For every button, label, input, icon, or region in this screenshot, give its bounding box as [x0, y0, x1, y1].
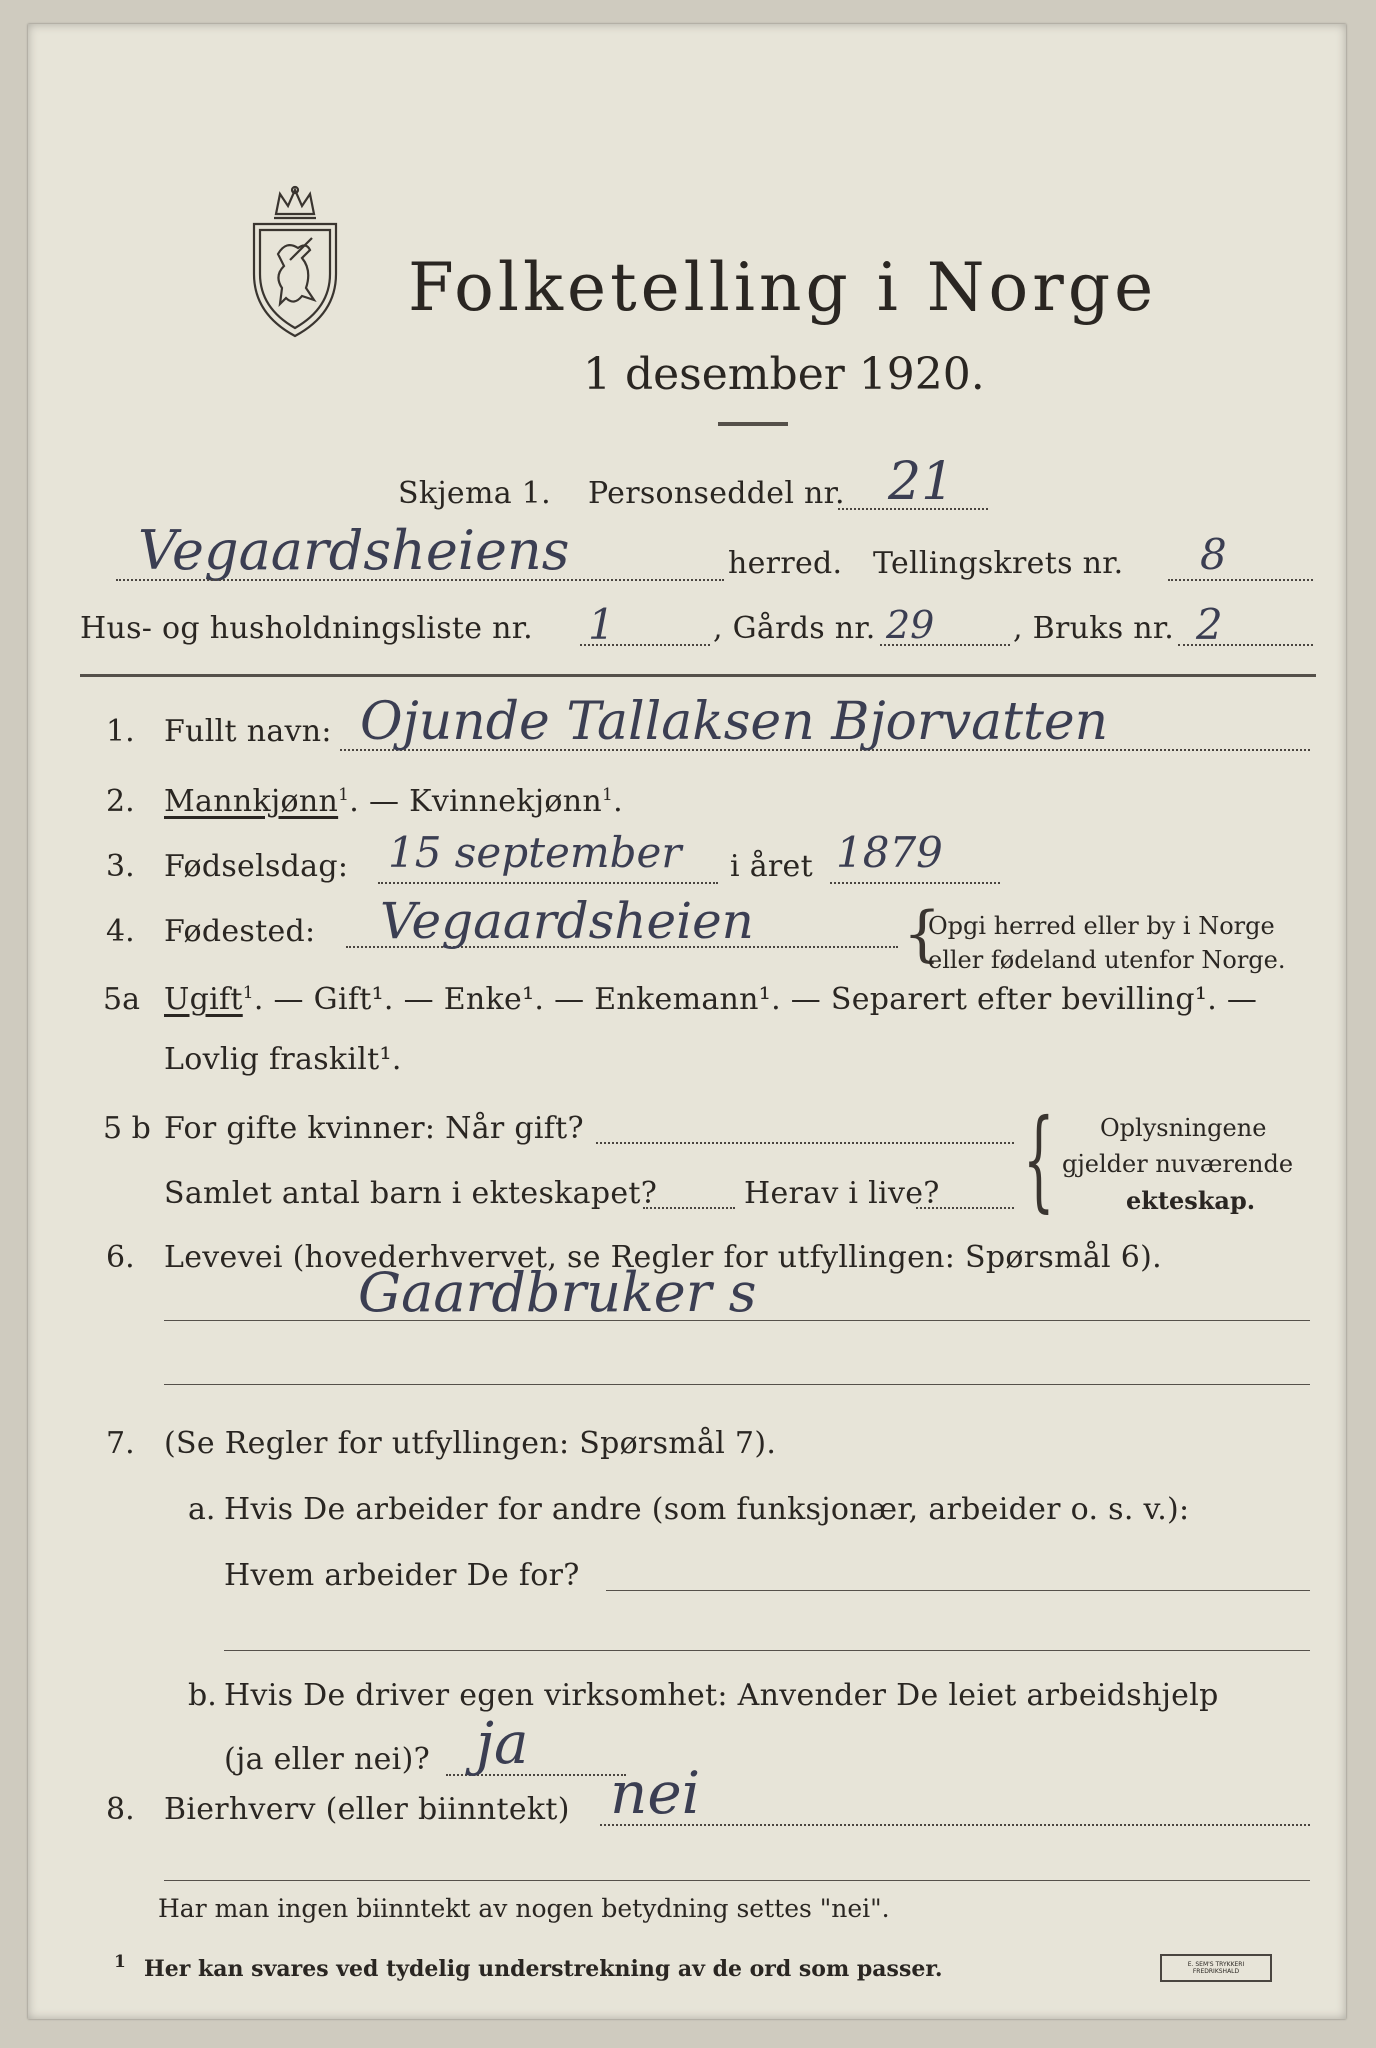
q3-label: Fødselsdag: — [164, 849, 349, 884]
q2-options — [164, 784, 623, 819]
q1-label: Fullt navn: — [164, 714, 332, 749]
q2-footnote-mark: 1 — [338, 785, 350, 805]
q6-line2 — [164, 1384, 1310, 1385]
q7a-answer-line2 — [224, 1650, 1310, 1651]
herred-line — [116, 579, 724, 581]
husliste-value[interactable]: 1 — [588, 600, 615, 649]
q5b-line2 — [643, 1207, 735, 1209]
q7a-number: a. — [188, 1492, 216, 1527]
q7b-number: b. — [188, 1678, 217, 1713]
q4-note-line1: Opgi herred eller by i Norge — [928, 912, 1275, 940]
q2-dot: . — [349, 784, 360, 819]
q5a-footnote-mark: 1 — [242, 983, 254, 1003]
birth-year-value[interactable]: 1879 — [836, 828, 943, 877]
personseddel-label: Personseddel nr. — [588, 476, 845, 511]
q2-number: 2. — [106, 784, 135, 819]
q4-label: Fødested: — [164, 914, 316, 949]
gards-value[interactable]: 29 — [886, 603, 935, 647]
herred-label: herred. — [728, 546, 843, 581]
q7b-line2: (ja eller nei)? — [224, 1742, 430, 1777]
printer-stamp-text: E. SEM'S TRYKKERI FREDRIKSHALD — [1187, 1960, 1245, 1975]
side-income-value[interactable]: nei — [610, 1759, 701, 1827]
q6-number: 6. — [106, 1240, 135, 1275]
q5b-label3: Herav i live? — [744, 1176, 940, 1211]
q3-year-line — [830, 882, 1000, 884]
q7a-line2: Hvem arbeider De for? — [224, 1558, 580, 1593]
q5b-line3 — [916, 1207, 1014, 1209]
occupation-value[interactable]: Gaardbruker s — [358, 1261, 757, 1324]
q3-day-line — [378, 882, 718, 884]
q2-separator: — — [368, 784, 400, 819]
tellingskrets-value[interactable]: 8 — [1200, 530, 1227, 579]
q5a-number: 5a — [103, 982, 140, 1017]
husliste-label: Hus- og husholdningsliste nr. — [80, 611, 533, 646]
tellingskrets-label: Tellingskrets nr. — [873, 546, 1124, 581]
q5b-label1: For gifte kvinner: Når gift? — [164, 1111, 584, 1146]
q5b-label2: Samlet antal barn i ekteskapet? — [164, 1176, 658, 1211]
schema-label: Skjema 1. — [398, 476, 551, 511]
q7b-line1: Hvis De driver egen virksomhet: Anvender De leiet arbeidshjelp — [224, 1678, 1219, 1713]
bruks-value[interactable]: 2 — [1196, 600, 1223, 649]
q2-dot-2: . — [613, 784, 623, 819]
q8-note: Har man ingen biinntekt av nogen betydning settes "nei". — [158, 1894, 890, 1923]
census-form — [28, 24, 1346, 2019]
q7-number: 7. — [106, 1426, 135, 1461]
q5a-rest[interactable]: . — Gift¹. — Enke¹. — Enkemann¹. — Separert efter bevilling¹. — — [253, 982, 1258, 1017]
q3-number: 3. — [106, 849, 135, 884]
q4-brace: { — [903, 899, 942, 969]
printer-stamp — [1160, 1954, 1272, 1982]
q5b-line1 — [596, 1142, 1014, 1144]
gards-label: , Gårds nr. — [713, 611, 876, 646]
census-date: 1 desember 1920. — [583, 349, 985, 400]
q8-line — [600, 1824, 1310, 1826]
full-name-value[interactable]: Ojunde Tallaksen Bjorvatten — [360, 692, 1109, 752]
q8-number: 8. — [106, 1792, 135, 1827]
q1-number: 1. — [106, 714, 135, 749]
option-mannkjonn[interactable]: Mannkjønn — [164, 784, 339, 819]
herred-value[interactable]: Vegaardsheiens — [138, 519, 570, 582]
q4-note-line2: eller fødeland utenfor Norge. — [928, 946, 1286, 974]
header-divider — [80, 674, 1316, 677]
q5a-options — [164, 982, 1257, 1017]
q6-label: Levevei (hovederhvervet, se Regler for utfyllingen: Spørsmål 6). — [164, 1240, 1162, 1275]
q8-label: Bierhverv (eller biinntekt) — [164, 1792, 570, 1827]
q2-footnote-mark-2: 1 — [601, 785, 614, 805]
hired-help-value[interactable]: ja — [476, 1709, 529, 1777]
q7b-answer-line — [446, 1774, 626, 1776]
q7a-line1: Hvis De arbeider for andre (som funksjonær, arbeider o. s. v.): — [224, 1492, 1190, 1527]
q5a-line2[interactable]: Lovlig fraskilt¹. — [164, 1042, 402, 1077]
q3-year-label: i året — [730, 849, 813, 884]
title-rule — [718, 422, 788, 426]
coat-of-arms-icon — [240, 184, 350, 344]
q7a-answer-line — [606, 1590, 1310, 1591]
form-title: Folketelling i Norge — [408, 249, 1158, 326]
q5b-brace: { — [1023, 1095, 1055, 1223]
personseddel-value[interactable]: 21 — [888, 452, 955, 512]
q5b-note-line3: ekteskap. — [1126, 1186, 1256, 1215]
option-ugift[interactable]: Ugift — [164, 982, 243, 1017]
birthplace-value[interactable]: Vegaardsheien — [380, 892, 754, 950]
q8-line2 — [164, 1880, 1310, 1881]
birth-day-value[interactable]: 15 september — [388, 828, 682, 877]
option-kvinnekjonn[interactable]: Kvinnekjønn — [409, 784, 602, 819]
q4-number: 4. — [106, 914, 135, 949]
q5b-note-line1: Oplysningene — [1100, 1114, 1267, 1142]
tellingskrets-line — [1168, 579, 1313, 581]
q5b-note-line2: gjelder nuværende — [1062, 1150, 1294, 1178]
bruks-label: , Bruks nr. — [1013, 611, 1175, 646]
footnote-mark: 1 — [114, 1952, 126, 1972]
q5b-number: 5 b — [103, 1111, 151, 1146]
q7-label: (Se Regler for utfyllingen: Spørsmål 7). — [164, 1426, 777, 1461]
footnote-text: Her kan svares ved tydelig understrekning av de ord som passer. — [144, 1956, 943, 1982]
